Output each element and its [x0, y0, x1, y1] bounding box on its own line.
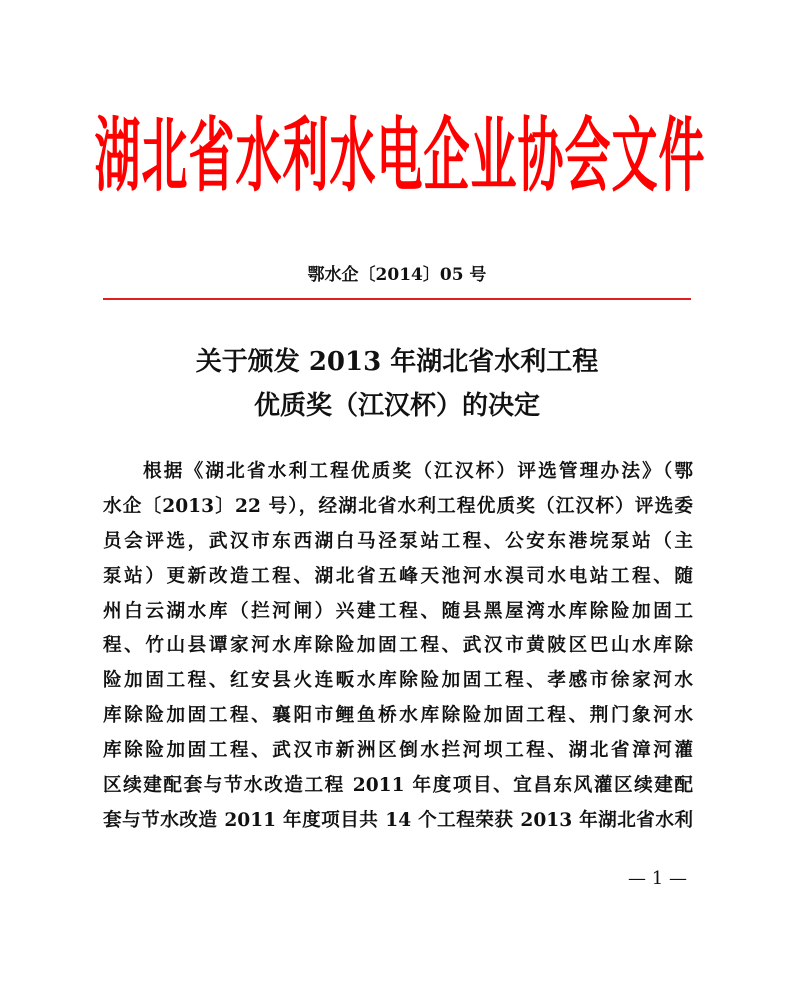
body-line: 区续建配套与节水改造工程 2011 年度项目、宜昌东风灌区续建配: [103, 775, 693, 797]
masthead: [94, 95, 706, 205]
red-divider: [103, 298, 691, 300]
page-number: — 1 —: [628, 868, 687, 889]
body-line: 根据《湖北省水利工程优质奖（江汉杯）评选管理办法》（鄂: [143, 461, 693, 482]
body-line: 程、竹山县谭家河水库除险加固工程、武汉市黄陂区巴山水库除: [103, 635, 693, 657]
masthead-title: 湖北省水利水电企业协会文件: [94, 108, 706, 203]
document-number: 鄂水企〔2014〕05 号: [307, 265, 487, 285]
body-line: 险加固工程、红安县火连畈水库除险加固工程、孝感市徐家河水: [103, 670, 693, 692]
body-line: 水企〔2013〕22 号），经湖北省水利工程优质奖（江汉杯）评选委: [103, 495, 693, 517]
body-line: 套与节水改造 2011 年度项目共 14 个工程荣获 2013 年湖北省水利: [103, 809, 693, 831]
body-line: 库除险加固工程、武汉市新洲区倒水拦河坝工程、湖北省漳河灌: [103, 740, 693, 762]
title-line-1: 关于颁发 2013 年湖北省水利工程: [195, 347, 599, 377]
body-line: 泵站）更新改造工程、湖北省五峰天池河水淏司水电站工程、随: [103, 565, 693, 587]
body-line: 州白云湖水库（拦河闸）兴建工程、随县黑屋湾水库除险加固工: [103, 600, 693, 622]
document-title: [103, 340, 691, 428]
body-line: 员会评选，武汉市东西湖白马泾泵站工程、公安东港垸泵站（主: [103, 530, 693, 552]
body-line: 库除险加固工程、襄阳市鲤鱼桥水库除险加固工程、荆门象河水: [103, 705, 693, 727]
body-paragraph: [103, 455, 693, 839]
title-line-2: 优质奖（江汉杯）的决定: [253, 391, 540, 421]
